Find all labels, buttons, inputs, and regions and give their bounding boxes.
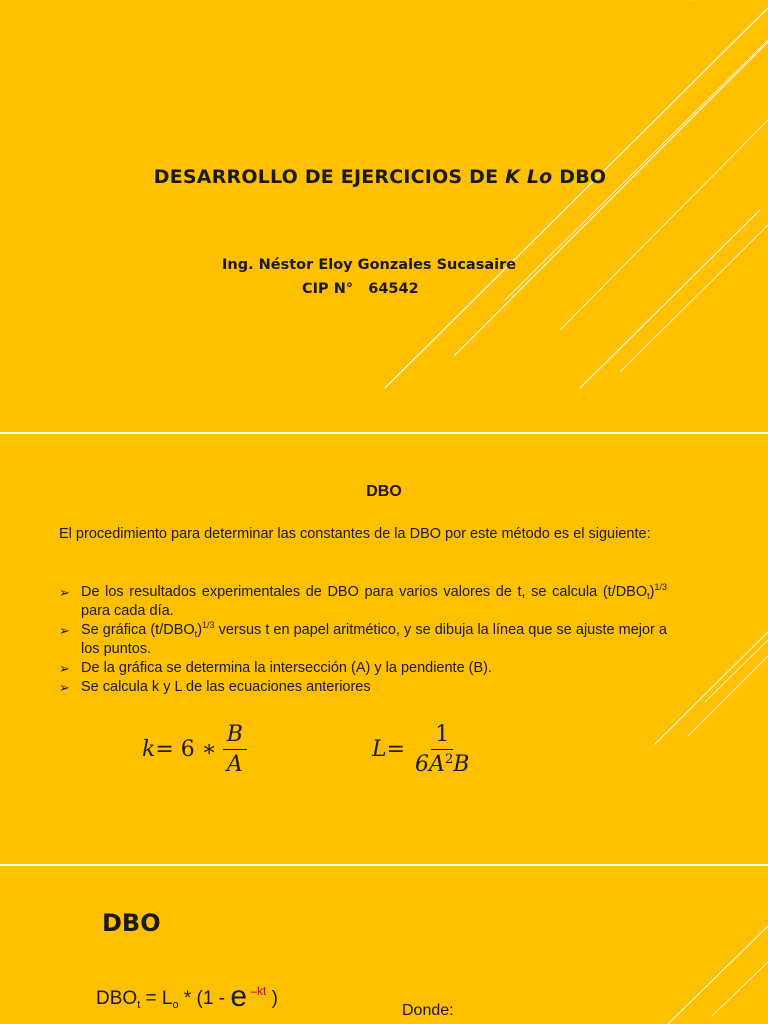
procedure-list (59, 583, 667, 697)
slide-dbo-equation (0, 866, 768, 1024)
formula-L: L = $\frac{1}{6A^2B}$ (372, 722, 470, 777)
formula-k: k = 6 ∗ $\frac{B}{A}$ (142, 722, 247, 777)
section-heading: DBO (102, 909, 161, 937)
slide-procedure (0, 434, 768, 864)
list-item: ➢ De la gráfica se determina la intersección (A) y la pendiente (B). (59, 660, 493, 676)
presentation-title: DESARROLLO DE EJERCICIOS DE K Lo DBO (153, 166, 607, 188)
list-item: ➢ De los resultados experimentales de DBO para varios valores de t, se calcula $(t/DBO_t)^{1/3}$ para cada día. (59, 582, 667, 619)
intro-paragraph: El procedimiento para determinar las constantes de la DBO por este método es el siguiente: (59, 526, 651, 542)
slide-title (0, 0, 768, 432)
cip-number: CIP N° 64542 (302, 281, 419, 297)
list-item: ➢ Se calcula k y L de las ecuaciones anteriores (59, 679, 371, 695)
section-heading: DBO (366, 483, 402, 500)
arrowhead-bullet-icon: ➢ (59, 623, 70, 638)
where-label: Donde: (402, 1002, 454, 1019)
dbo-equation: $DBO_t = L_o * (1 - e$ $^{-kt}$ ) (96, 980, 278, 1013)
decorative-lines (0, 0, 768, 432)
arrowhead-bullet-icon: ➢ (59, 585, 70, 600)
list-item: ➢ Se gráfica $(t/DBO_t)^{1/3}$ versus t en papel aritmético, y se dibuja la línea que se ajuste mejor a los puntos. (59, 620, 667, 657)
arrowhead-bullet-icon: ➢ (59, 661, 70, 676)
author-name: Ing. Néstor Eloy Gonzales Sucasaire (222, 257, 517, 273)
arrowhead-bullet-icon: ➢ (59, 680, 70, 695)
